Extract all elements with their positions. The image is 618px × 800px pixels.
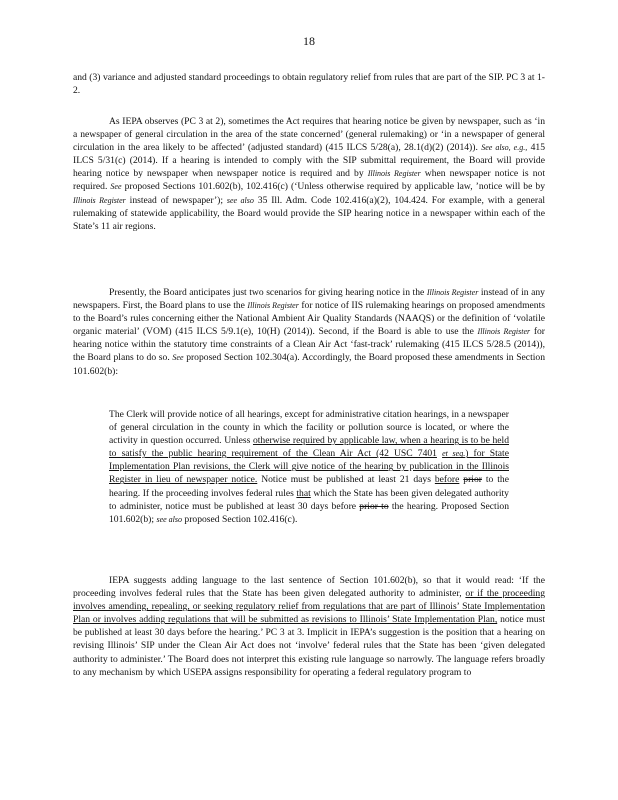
inserted-text: ) for State Implementation Plan revisions, the Clerk will give notice of the hearing by publication in the Illinois Register in lieu of newspaper notice.: [109, 448, 509, 486]
paragraph-continuation: [73, 71, 545, 97]
inserted-text: that: [296, 487, 311, 499]
quote-text: which the State has been given delegated authority to administer, notice must be published at least 30 days before: [109, 487, 509, 512]
paragraph-text: 415 ILCS 5/31(c) (2014). If a hearing is intended to comply with the SIP submittal requirement, the Board will provide hearing notice by newspaper when newspaper notice is required and by: [73, 142, 545, 180]
paragraph-text: for notice of IIS rulemaking hearings on proposed amendments to the Board’s rules concerning either the National Ambient Air Quality Standards (NAAQS) or the definition of ‘volatile organic material’ (VOM) (415 ILCS 5/9.1(e), 10(H) (2014)). Second, if the Board is able to use the: [73, 300, 545, 338]
illinois-register-ref: Illinois Register: [247, 301, 299, 311]
paragraph-text: proposed Sections 101.602(b), 102.416(c) (‘Unless otherwise required by applicable law, ’notice will be by: [124, 181, 545, 193]
paragraph-text: Presently, the Board anticipates just two scenarios for giving hearing notice in the: [109, 287, 425, 298]
citation-signal: see also: [156, 514, 183, 524]
inserted-text: or if the proceeding involves amending, repealing, or seeking regulatory relief from regulations that are part of Illinois’ State Implementation Plan or involves adding regulations that will be submitted as revisions to Illinois’ State Implementation Plan,: [73, 588, 546, 626]
citation-signal: See: [110, 182, 122, 192]
illinois-register-ref: Illinois Register: [73, 195, 126, 205]
inserted-text: otherwise required by applicable law, when a hearing is to be held to satisfy the public hearing requirement of the Clean Air Act (42 USC 7401: [109, 435, 509, 460]
paragraph-text: notice must be published at least 30 days before the hearing.’ PC 3 at 3. Implicit in IEPA’s suggestion is the position that a hearing on revising Illinois’ SIP under the Clean Air Act does not ‘involve’ federal rules that the State has been ‘given delegated authority to administer.’ The Board does not interpret this existing rule language so narrowly. The language refers broadly to any mechanism by which USEPA assigns responsibility for operating a federal regulatory program to: [73, 614, 545, 678]
citation-signal: See also, e.g.,: [481, 143, 528, 153]
paragraph-text: instead of in any newspapers. First, the Board plans to use the: [73, 287, 545, 312]
paragraph-text: for hearing notice within the statutory time constraints of a Clean Air Act ‘fast-track’ rulemaking (415 ILCS 5/28.5 (2014)), the Board plans to do so.: [73, 326, 545, 364]
quote-text: Notice must be published at least 21 days: [261, 474, 431, 486]
citation-signal: see also: [226, 195, 254, 205]
quote-text: to the hearing. If the proceeding involves federal rules: [109, 474, 509, 499]
quote-text: the hearing. Proposed Section 101.602(b);: [109, 500, 509, 525]
citation-signal: et seq.: [442, 449, 466, 459]
illinois-register-ref: Illinois Register: [477, 327, 531, 337]
block-quote-amendment: [109, 408, 509, 526]
paragraph-text: when newspaper notice is not required.: [73, 168, 545, 193]
deleted-text: prior: [463, 474, 482, 486]
page-number: 18: [303, 34, 315, 48]
illinois-register-ref: Illinois Register: [426, 288, 479, 297]
inserted-text: before: [434, 474, 460, 486]
paragraph-text: As IEPA observes (PC 3 at 2), sometimes the Act requires that hearing notice be given by newspaper, such as ‘in a newspaper of general circulation in the area of the state concerned’ (general rulemaking) or ‘in a newspaper of general circulation in the area likely to be affected’ (adjusted standard) (415 ILCS 5/28(a), 28.1(d)(2) (2014)).: [73, 116, 545, 154]
deleted-text: prior to: [359, 500, 389, 512]
quote-text: proposed Section 102.416(c).: [184, 513, 298, 525]
paragraph-iepa-suggestion: [73, 574, 545, 679]
paragraph-text: IEPA suggests adding language to the last sentence of Section 101.602(b), so that it would read: ‘If the proceeding involves federal rules that the State has been given delegated authority to administer,: [73, 575, 545, 600]
paragraph-hearing-notice: [73, 115, 545, 233]
quote-text: The Clerk will provide notice of all hearings, except for administrative citation hearings, in a newspaper of general circulation in the county in which the facility or pollution source is located, or where the activity in question occurred. Unless: [109, 409, 509, 447]
illinois-register-ref: Illinois Register: [367, 169, 421, 179]
paragraph-text: 35 Ill. Adm. Code 102.416(a)(2), 104.424. For example, with a general rulemaking of statewide applicability, the Board would provide the SIP hearing notice in a newspaper within each of the State’s 11 air regions.: [73, 194, 545, 232]
paragraph-scenarios: [73, 286, 545, 378]
paragraph-text: proposed Section 102.304(a). Accordingly, the Board proposed these amendments in Section 101.602(b):: [73, 352, 545, 377]
paragraph-text: and (3) variance and adjusted standard proceedings to obtain regulatory relief from rules that are part of the SIP. PC 3 at 1-2.: [73, 72, 545, 97]
citation-signal: See: [172, 353, 184, 363]
paragraph-text: instead of newspaper’);: [129, 194, 223, 206]
